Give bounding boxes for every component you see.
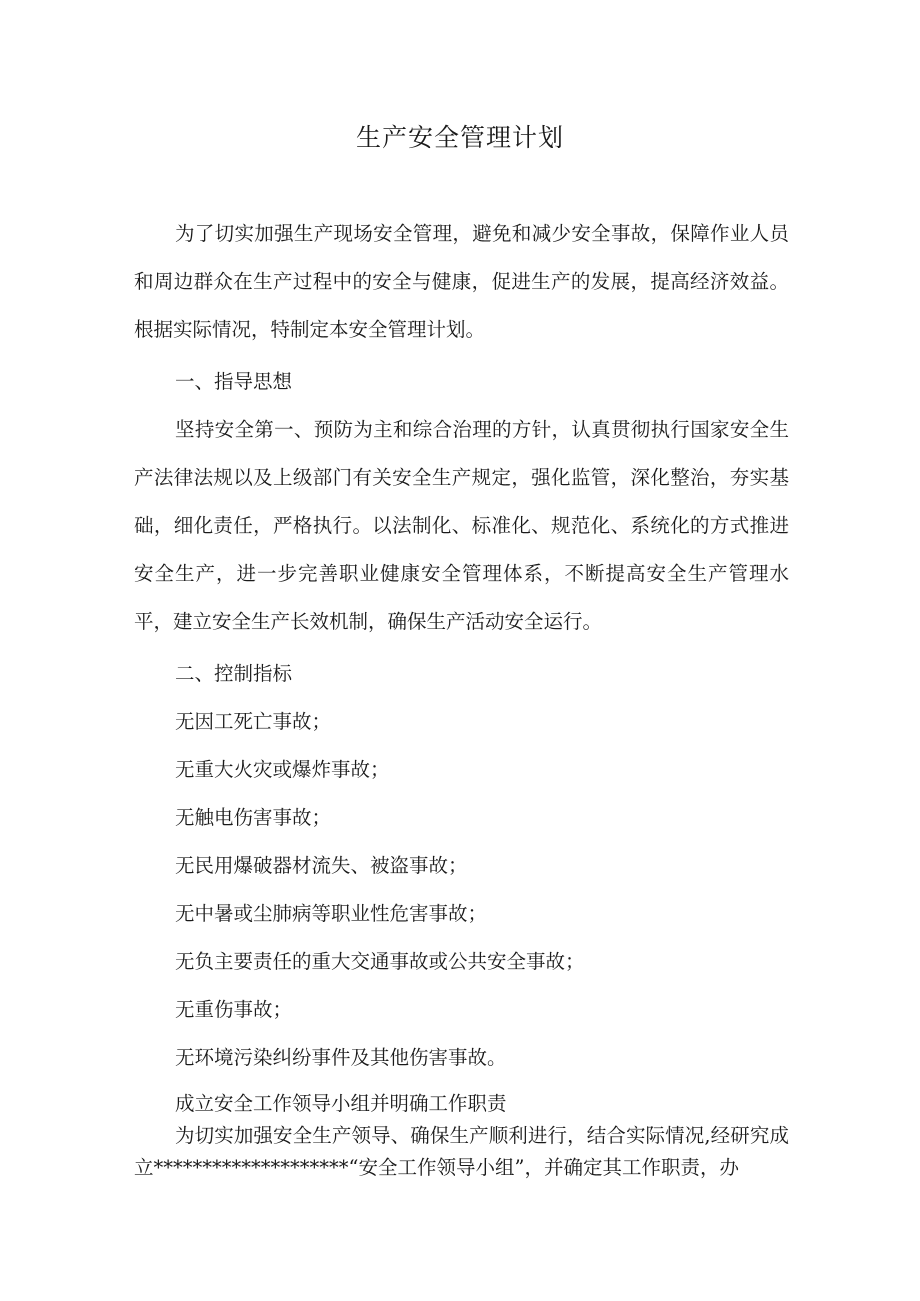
indicator-item: 无中暑或尘肺病等职业性危害事故；: [175, 902, 488, 925]
section-heading-guiding-principle: 一、指导思想: [175, 370, 293, 393]
indicator-item: 无触电伤害事故；: [175, 806, 332, 829]
indicator-item: 无重伤事故；: [175, 998, 293, 1021]
indicator-item: 无民用爆破器材流失、被盗事故；: [175, 854, 468, 877]
indicator-item: 无因工死亡事故；: [175, 710, 332, 733]
leadership-group-paragraph: 为切实加强安全生产领导、确保生产顺利进行，结合实际情况,经研究成立********************“安全工作领导小组”，并确定其工作职责，办: [134, 1124, 789, 1179]
section-heading-control-indicators: 二、控制指标: [175, 662, 293, 685]
indicator-item: 无负主要责任的重大交通事故或公共安全事故；: [175, 950, 585, 973]
intro-paragraph: 为了切实加强生产现场安全管理，避免和减少安全事故，保障作业人员和周边群众在生产过程中的安全与健康，促进生产的发展，提高经济效益。根据实际情况，特制定本安全管理计划。: [134, 222, 789, 341]
indicator-item: 无环境污染纠纷事件及其他伤害事故。: [175, 1046, 507, 1069]
guiding-principle-paragraph: 坚持安全第一、预防为主和综合治理的方针，认真贯彻执行国家安全生产法律法规以及上级部门有关安全生产规定，强化监管，深化整治，夯实基础，细化责任，严格执行。以法制化、标准化、规范化、系统化的方式推进安全生产，进一步完善职业健康安全管理体系，不断提高安全生产管理水平，建立安全生产长效机制，确保生产活动安全运行。: [134, 418, 789, 633]
section-heading-leadership-group: 成立安全工作领导小组并明确工作职责: [175, 1092, 507, 1115]
document-title: 生产安全管理计划: [355, 123, 564, 152]
document-body: [134, 210, 789, 1184]
indicator-item: 无重大火灾或爆炸事故；: [175, 758, 390, 781]
